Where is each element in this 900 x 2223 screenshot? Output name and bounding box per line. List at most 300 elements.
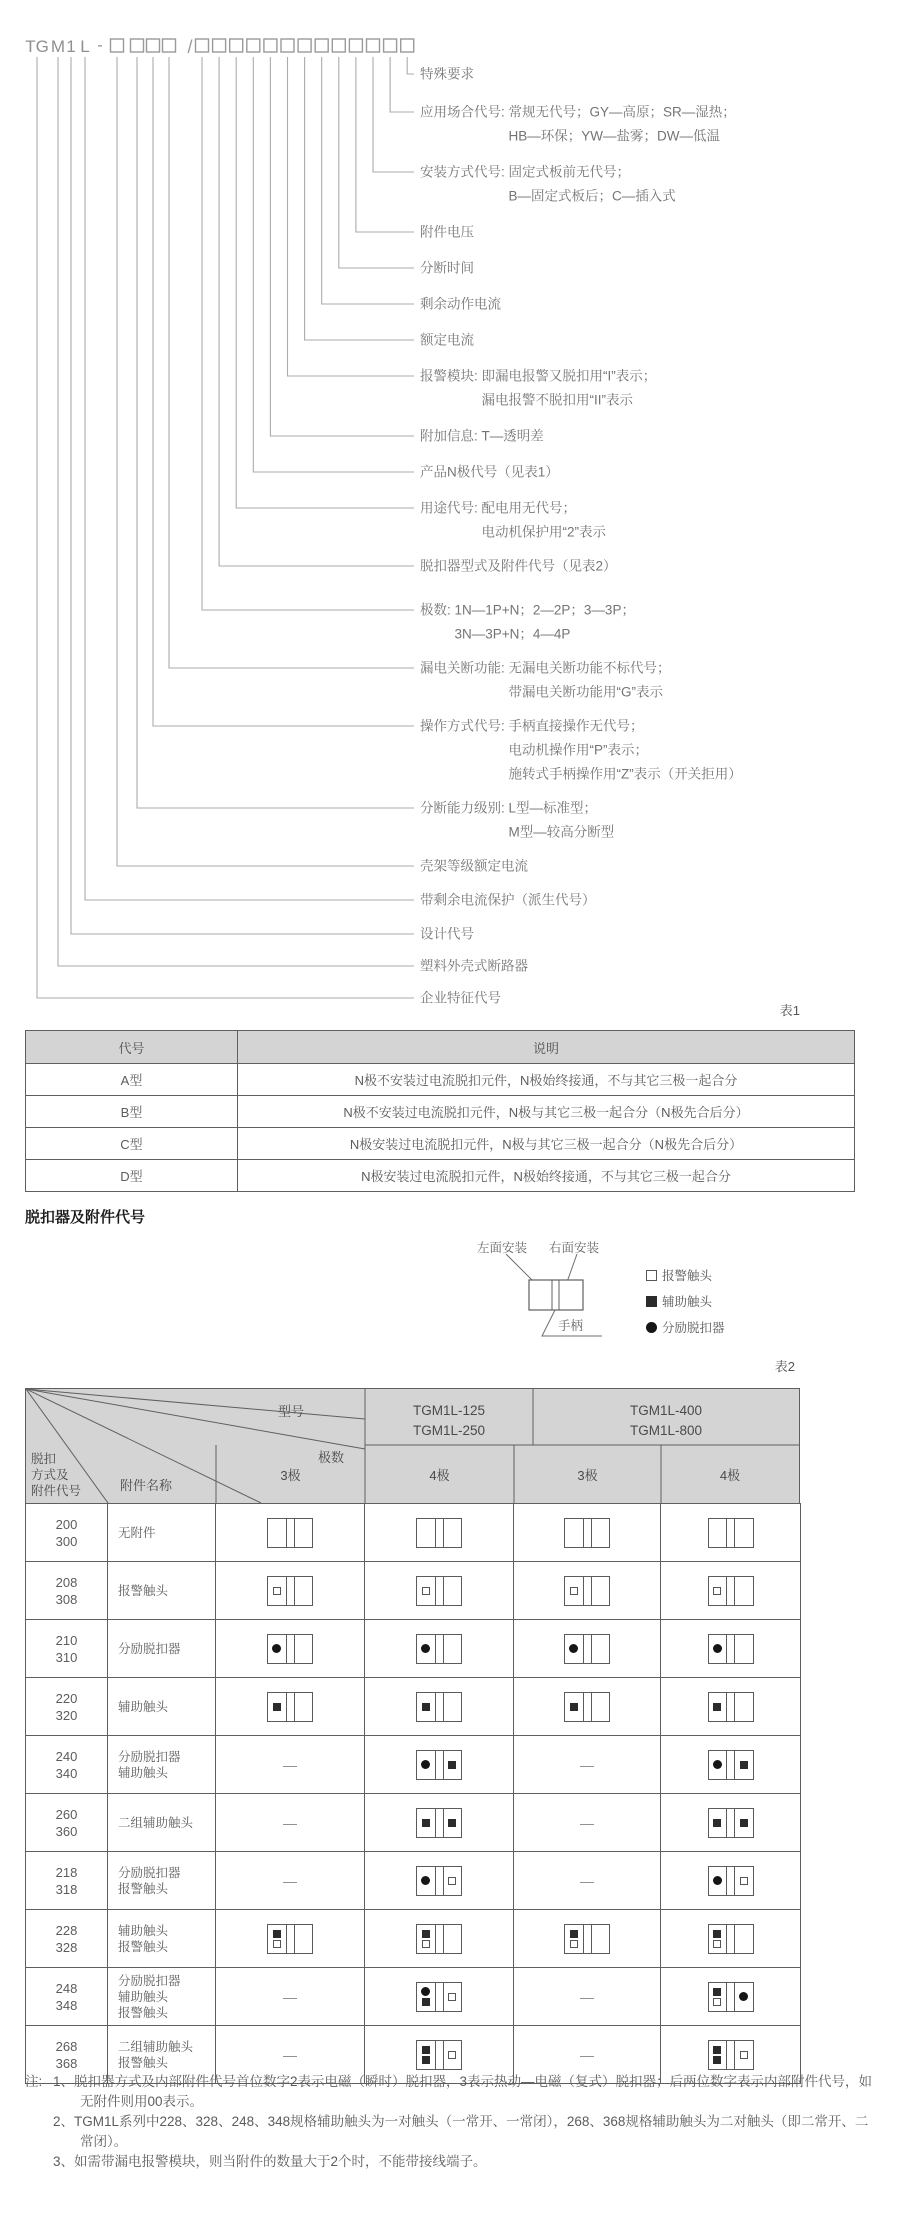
accessory-name-cell (108, 1504, 216, 1562)
tree-connector (71, 57, 414, 934)
accessory-config-cell (365, 1620, 514, 1678)
icon-handle-slot (435, 1519, 444, 1547)
tree-label: 脱扣器型式及附件代号（见表2） (420, 558, 617, 574)
not-available-dash: — (580, 1988, 594, 2005)
tree-label: 电动机保护用“2”表示 (481, 524, 607, 540)
model-code-box (315, 39, 328, 52)
icon-handle-slot (435, 1809, 444, 1837)
tree-label: 操作方式代号: 手柄直接操作无代号； (420, 718, 644, 734)
shunt-icon (739, 1992, 748, 2001)
accessory-config-cell (216, 1620, 365, 1678)
accessory-icon (416, 2040, 462, 2070)
icon-right-slot (735, 1693, 753, 1721)
table1-cell: N极安装过电流脱扣元件，N极始终接通，不与其它三极一起合分 (238, 1160, 855, 1192)
trip-code-cell (26, 1736, 108, 1794)
icon-right-slot (735, 1867, 753, 1895)
accessory-name-line: 报警触头 (118, 1881, 169, 1896)
icon-right-slot (592, 1925, 610, 1953)
corner-label-trip-code: 附件代号 (31, 1484, 82, 1498)
aux-icon (422, 2056, 430, 2064)
tree-label: 产品N极代号（见表1） (420, 464, 559, 480)
table2-row (26, 1736, 801, 1794)
accessory-config-cell (216, 1852, 365, 1910)
aux-icon (740, 1819, 748, 1827)
icon-left-slot (565, 1925, 583, 1953)
accessory-icon (564, 1634, 610, 1664)
icon-left-slot (417, 1577, 435, 1605)
not-available-dash: — (580, 1756, 594, 1773)
shunt-icon (421, 1644, 430, 1653)
notes (25, 2072, 877, 2172)
accessory-diagram-lines (0, 1230, 900, 1360)
icon-left-slot (709, 1809, 727, 1837)
trip-code: 308 (55, 1591, 78, 1607)
accessory-name-line: 辅助触头 (118, 1765, 169, 1780)
trip-code: 260 (55, 1806, 78, 1822)
icon-handle-slot (286, 1635, 295, 1663)
icon-left-slot (709, 1867, 727, 1895)
accessory-config-cell (216, 1794, 365, 1852)
icon-right-slot (735, 1635, 753, 1663)
aux-icon (273, 1703, 281, 1711)
icon-left-slot (268, 1577, 286, 1605)
accessory-icon (416, 1982, 462, 2012)
accessory-config-cell (216, 1562, 365, 1620)
accessory-config-cell (514, 1968, 661, 2026)
shunt-icon (713, 1760, 722, 1769)
table1-cell: A型 (26, 1064, 238, 1096)
legend-item (646, 1318, 725, 1336)
icon-left-slot (709, 1693, 727, 1721)
icon-handle-slot (726, 1693, 735, 1721)
aux-icon (422, 2046, 430, 2054)
table1-header-cell: 说明 (238, 1031, 855, 1064)
icon-left-slot (268, 1519, 286, 1547)
legend-item (646, 1292, 712, 1310)
tree-connector (322, 57, 414, 304)
alarm-icon (740, 2051, 748, 2059)
icon-handle-slot (583, 1925, 592, 1953)
trip-code-cell (26, 1794, 108, 1852)
table1-cell: N极安装过电流脱扣元件，N极与其它三极一起合分（N极先合后分） (238, 1128, 855, 1160)
icon-right-slot (735, 1519, 753, 1547)
icon-handle-slot (286, 1519, 295, 1547)
icon-handle-slot (435, 2041, 444, 2069)
table2-row (26, 1794, 801, 1852)
model-code-char: TG (25, 37, 49, 56)
icon-right-slot (735, 1751, 753, 1779)
icon-left-slot (268, 1925, 286, 1953)
accessory-config-cell (661, 1910, 801, 1968)
aux-icon (713, 1988, 721, 1996)
icon-handle-slot (435, 1693, 444, 1721)
accessory-name-line: 无附件 (118, 1525, 156, 1540)
table1-header-row (26, 1031, 855, 1064)
accessory-name-line: 辅助触头 (118, 1989, 169, 2004)
tree-connector (153, 57, 414, 726)
accessory-config-cell (365, 1562, 514, 1620)
accessory-icon (708, 1576, 754, 1606)
table2-body (25, 1503, 801, 2084)
accessory-config-cell (514, 1562, 661, 1620)
icon-handle-slot (583, 1635, 592, 1663)
trip-code: 240 (55, 1748, 78, 1764)
accessory-config-cell (365, 1794, 514, 1852)
alarm-icon (448, 1877, 456, 1885)
tree-label: HB—环保；YW—盐雾；DW—低温 (508, 128, 721, 144)
accessory-icon (416, 1634, 462, 1664)
not-available-dash: — (283, 2046, 297, 2063)
aux-icon (448, 1761, 456, 1769)
icon-left-slot (268, 1693, 286, 1721)
model-group-header (365, 1401, 533, 1441)
accessory-config-cell (514, 1794, 661, 1852)
icon-left-slot (565, 1519, 583, 1547)
trip-code: 210 (55, 1632, 78, 1648)
table1-cell: N极不安装过电流脱扣元件，N极与其它三极一起合分（N极先合后分） (238, 1096, 855, 1128)
aux-icon (448, 1819, 456, 1827)
right-mount-pointer (567, 1254, 577, 1282)
icon-left-slot (709, 1519, 727, 1547)
model-code-slash: / (187, 37, 193, 57)
icon-right-slot (444, 1867, 462, 1895)
icon-handle-slot (435, 1983, 444, 2011)
accessory-icon (708, 1634, 754, 1664)
tree-label: 3N—3P+N；4—4P (454, 626, 571, 642)
shunt-icon (421, 1876, 430, 1885)
icon-left-slot (709, 1983, 727, 2011)
alarm-icon (570, 1940, 578, 1948)
icon-left-slot (709, 2041, 727, 2069)
pole-header: 3极 (577, 1468, 598, 1483)
accessory-config-cell (365, 1852, 514, 1910)
icon-right-slot (444, 1635, 462, 1663)
aux-icon (713, 1703, 721, 1711)
trip-code: 340 (55, 1765, 78, 1781)
icon-handle-slot (435, 1867, 444, 1895)
model-code-box (367, 39, 380, 52)
shunt-icon (713, 1644, 722, 1653)
tree-label: 额定电流 (420, 332, 474, 348)
accessory-config-cell (216, 1910, 365, 1968)
table1-cell: B型 (26, 1096, 238, 1128)
accessory-icon (267, 1634, 313, 1664)
tree-connector (117, 57, 414, 866)
accessory-icon (416, 1518, 462, 1548)
tree-label: M型—较高分断型 (508, 824, 615, 840)
model-code-char: M (50, 37, 66, 56)
icon-right-slot (295, 1519, 313, 1547)
table1-row (26, 1128, 855, 1160)
aux-icon (422, 1819, 430, 1827)
note-item: 3、如需带漏电报警模块，则当附件的数量大于2个时，不能带接线端子。 (53, 2154, 487, 2169)
accessory-name-cell (108, 1736, 216, 1794)
icon-left-slot (417, 1635, 435, 1663)
icon-handle-slot (726, 1809, 735, 1837)
trip-code-cell (26, 1504, 108, 1562)
model-code-box (230, 39, 243, 52)
tree-label: 电动机操作用“P”表示； (508, 742, 649, 758)
icon-left-slot (709, 1925, 727, 1953)
aux-icon (713, 2056, 721, 2064)
accessory-config-cell (365, 1678, 514, 1736)
tree-label: 壳架等级额定电流 (420, 858, 528, 874)
trip-code-cell (26, 1968, 108, 2026)
icon-right-slot (444, 1983, 462, 2011)
accessory-config-cell (216, 1968, 365, 2026)
accessory-name-cell (108, 1562, 216, 1620)
icon-handle-slot (726, 1577, 735, 1605)
tree-label: 应用场合代号: 常规无代号；GY—高原；SR—湿热； (420, 104, 736, 120)
accessory-config-cell (514, 1852, 661, 1910)
accessory-name-line: 报警触头 (118, 2005, 169, 2020)
alarm-icon (422, 1587, 430, 1595)
accessory-config-cell (514, 1620, 661, 1678)
tree-label: 漏电关断功能: 无漏电关断功能不标代号； (420, 660, 671, 676)
alarm-icon (570, 1587, 578, 1595)
aux-icon (713, 2046, 721, 2054)
alarm-icon (273, 1940, 281, 1948)
table2-row (26, 1620, 801, 1678)
tree-connector (253, 57, 414, 472)
model-code-box (264, 39, 277, 52)
table1-cell: C型 (26, 1128, 238, 1160)
not-available-dash: — (580, 1814, 594, 1831)
icon-left-slot (417, 1693, 435, 1721)
aux-icon (570, 1930, 578, 1938)
right-mount-label: 右面安装 (549, 1241, 600, 1255)
accessory-name-cell (108, 1968, 216, 2026)
icon-right-slot (444, 2041, 462, 2069)
trip-code-cell (26, 1562, 108, 1620)
pole-header: 4极 (719, 1468, 741, 1483)
accessory-config-cell (514, 1678, 661, 1736)
accessory-config-cell (661, 1736, 801, 1794)
icon-handle-slot (435, 1925, 444, 1953)
aux-icon (713, 1819, 721, 1827)
tree-connector (339, 57, 414, 268)
accessory-icon (708, 1750, 754, 1780)
alarm-icon (713, 1587, 721, 1595)
icon-left-slot (709, 1751, 727, 1779)
model-code-box (196, 39, 209, 52)
icon-handle-slot (583, 1577, 592, 1605)
tree-label: 极数: 1N—1P+N；2—2P；3—3P； (420, 602, 635, 618)
icon-left-slot (417, 2041, 435, 2069)
accessory-config-cell (661, 1504, 801, 1562)
tree-label: 施转式手柄操作用“Z”表示（开关拒用） (508, 766, 742, 782)
trip-code: 368 (55, 2055, 78, 2071)
icon-left-slot (417, 1809, 435, 1837)
model-code-box (213, 39, 226, 52)
tree-label: 分断能力级别: L型—标准型； (420, 800, 598, 816)
shunt-icon (421, 1760, 430, 1769)
accessory-icon (267, 1518, 313, 1548)
accessory-icon (267, 1692, 313, 1722)
tree-label: 企业特征代号 (420, 990, 501, 1006)
icon-left-slot (565, 1635, 583, 1663)
trip-code: 318 (55, 1881, 78, 1897)
corner-label-poles: 极数 (318, 1450, 345, 1465)
aux-icon (422, 1703, 430, 1711)
trip-code: 200 (55, 1516, 78, 1532)
accessory-icon (564, 1692, 610, 1722)
icon-handle-slot (435, 1577, 444, 1605)
model-group-line: TGM1L-125 (412, 1403, 486, 1418)
not-available-dash: — (580, 1872, 594, 1889)
trip-code: 310 (55, 1649, 78, 1665)
not-available-dash: — (283, 1756, 297, 1773)
accessory-icon (708, 1924, 754, 1954)
accessory-icon (267, 1576, 313, 1606)
alarm-icon (448, 2051, 456, 2059)
accessory-config-cell (661, 1562, 801, 1620)
trip-code: 328 (55, 1939, 78, 1955)
tree-connector (407, 57, 414, 74)
table1-caption: 表1 (779, 1003, 800, 1018)
accessory-name-cell (108, 1910, 216, 1968)
icon-right-slot (444, 1751, 462, 1779)
accessory-icon (416, 1750, 462, 1780)
accessory-config-cell (514, 1504, 661, 1562)
accessory-name-line: 报警触头 (118, 1939, 169, 1954)
icon-handle-slot (286, 1925, 295, 1953)
tree-label: 特殊要求 (420, 66, 474, 82)
accessory-icon (708, 1518, 754, 1548)
icon-handle-slot (726, 1925, 735, 1953)
tree-label: B—固定式板后；C—插入式 (508, 188, 676, 204)
model-code-box (401, 39, 414, 52)
table1-grid (25, 1030, 855, 1192)
not-available-dash: — (580, 2046, 594, 2063)
accessory-name-cell (108, 1678, 216, 1736)
model-code-hyphen: - (97, 37, 103, 54)
icon-handle-slot (286, 1693, 295, 1721)
table2-row (26, 1910, 801, 1968)
alarm-icon (646, 1270, 657, 1281)
model-code-box (332, 39, 345, 52)
aux-icon (713, 1930, 721, 1938)
accessory-icon (564, 1576, 610, 1606)
alarm-icon (740, 1877, 748, 1885)
icon-left-slot (565, 1577, 583, 1605)
icon-right-slot (444, 1519, 462, 1547)
corner-diagonal (26, 1389, 365, 1419)
table2 (25, 1388, 800, 2084)
icon-right-slot (735, 1809, 753, 1837)
aux-icon (422, 1998, 430, 2006)
icon-right-slot (592, 1577, 610, 1605)
icon-left-slot (417, 1867, 435, 1895)
accessory-config-cell (216, 1678, 365, 1736)
tree-connector (236, 57, 414, 508)
icon-right-slot (295, 1635, 313, 1663)
model-code-box (281, 39, 294, 52)
tree-label: 设计代号 (420, 926, 474, 942)
legend-item (646, 1266, 712, 1284)
model-code-box (111, 39, 124, 52)
icon-left-slot (268, 1635, 286, 1663)
not-available-dash: — (283, 1872, 297, 1889)
accessory-icon (267, 1924, 313, 1954)
icon-left-slot (709, 1577, 727, 1605)
icon-handle-slot (583, 1693, 592, 1721)
model-code-box (147, 39, 160, 52)
tree-connector (270, 57, 414, 436)
accessory-icon (708, 2040, 754, 2070)
tree-label: 安装方式代号: 固定式板前无代号； (420, 164, 631, 180)
tree-connector (288, 57, 415, 376)
accessory-icon (708, 1808, 754, 1838)
trip-code: 208 (55, 1574, 78, 1590)
trip-code: 348 (55, 1997, 78, 2013)
model-code-box (298, 39, 311, 52)
alarm-icon (713, 1940, 721, 1948)
accessory-name-line: 二组辅助触头 (118, 2039, 194, 2054)
table1-row (26, 1096, 855, 1128)
trip-code: 218 (55, 1864, 78, 1880)
model-code-box (247, 39, 260, 52)
alarm-icon (448, 1993, 456, 2001)
icon-handle-slot (435, 1635, 444, 1663)
not-available-dash: — (283, 1988, 297, 2005)
accessory-config-cell (365, 1504, 514, 1562)
corner-label-trip-code: 方式及 (31, 1468, 69, 1482)
trip-code-cell (26, 1678, 108, 1736)
icon-handle-slot (726, 2041, 735, 2069)
icon-left-slot (417, 1751, 435, 1779)
accessory-config-cell (661, 1852, 801, 1910)
accessory-icon (416, 1576, 462, 1606)
tree-connector (37, 57, 414, 998)
tree-connector (202, 57, 414, 610)
accessory-icon (416, 1866, 462, 1896)
table2-row (26, 1678, 801, 1736)
handle-label: 手柄 (558, 1319, 584, 1333)
not-available-dash: — (283, 1814, 297, 1831)
icon-right-slot (295, 1577, 313, 1605)
accessory-config-cell (216, 1736, 365, 1794)
tree-label: 用途代号: 配电用无代号； (420, 500, 577, 516)
trip-code: 300 (55, 1533, 78, 1549)
accessory-config-cell (365, 1968, 514, 2026)
note-item: 1、脱扣器方式及内部附件代号首位数字2表示电磁（瞬时）脱扣器，3表示热动—电磁（复式）脱扣器；后两位数字表示内部附件代号，如无附件则用00表示。 (53, 2074, 873, 2109)
alarm-icon (713, 1998, 721, 2006)
icon-left-slot (417, 1519, 435, 1547)
accessory-config-cell (365, 1910, 514, 1968)
table1-cell: N极不安装过电流脱扣元件，N极始终接通，不与其它三极一起合分 (238, 1064, 855, 1096)
model-group-line: TGM1L-250 (412, 1423, 486, 1438)
accessory-config-cell (216, 1504, 365, 1562)
accessory-config-cell (514, 1736, 661, 1794)
tree-label: 带漏电关断功能用“G”表示 (508, 684, 664, 700)
icon-right-slot (444, 1809, 462, 1837)
accessory-name-line: 分励脱扣器 (118, 1865, 181, 1880)
model-group-header (533, 1401, 799, 1441)
accessory-name-cell (108, 1852, 216, 1910)
tree-label: 附加信息: T—透明差 (420, 428, 544, 444)
icon-handle-slot (286, 1577, 295, 1605)
accessory-icon (416, 1692, 462, 1722)
icon-right-slot (592, 1693, 610, 1721)
tree-label: 带剩余电流保护（派生代号） (420, 892, 596, 908)
icon-right-slot (295, 1925, 313, 1953)
accessory-icon (708, 1866, 754, 1896)
shunt-icon (421, 1987, 430, 1996)
trip-code: 228 (55, 1922, 78, 1938)
accessory-name-line: 辅助触头 (118, 1699, 169, 1714)
accessory-config-cell (661, 1794, 801, 1852)
